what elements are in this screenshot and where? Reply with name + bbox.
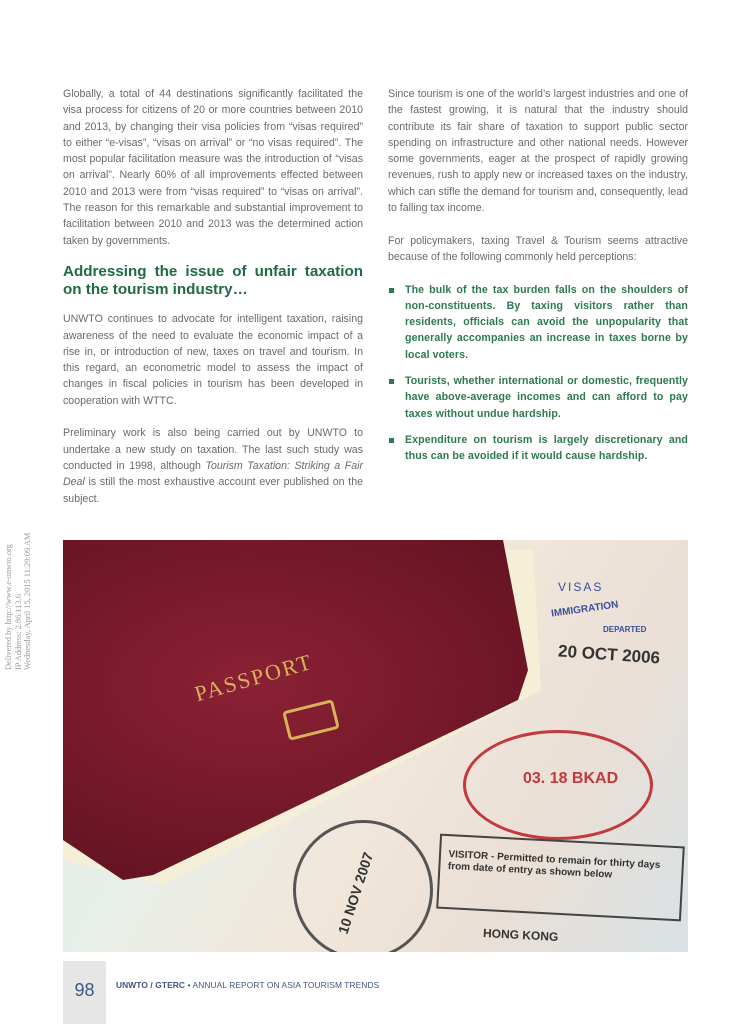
passport-title: PASSPORT [191, 648, 316, 707]
paragraph [63, 425, 363, 506]
text: is still the most exhaustive account ever published on the subject. [63, 476, 363, 505]
footer-title: ANNUAL REPORT ON ASIA TOURISM TRENDS [192, 980, 380, 990]
stamp-departed: DEPARTED [603, 625, 647, 634]
stamp-date: 10 NOV 2007 [334, 850, 377, 936]
watermark-line: IP Address: 2.86.113.6 [13, 594, 23, 670]
stamp-date: 20 OCT 2006 [557, 641, 661, 668]
publication-title: Tourism Taxation: Striking a Fair Deal [63, 459, 363, 489]
delivery-watermark [4, 533, 33, 670]
left-column [63, 86, 363, 523]
list-item: Expenditure on tourism is largely discretionary and thus can be avoided if it would cause hardship. [388, 432, 688, 465]
stamp-visas: VISAS [558, 580, 604, 594]
page-number: 98 [74, 980, 95, 1000]
list-item: The bulk of the tax burden falls on the shoulders of non-constituents. By taxing visitors rather than residents, officials can avoid the unpopularity that generally accompanies an increase in taxes borne by local voters. [388, 282, 688, 363]
paragraph: UNWTO continues to advocate for intelligent taxation, raising awareness of the need to evaluate the economic impact of a rise in, or introduction of new, taxes on travel and tourism. In this regard, an econometric model to assess the impact of changes in fiscal policies in tourism has been developed in cooperation with WTTC. [63, 313, 363, 407]
paragraph: Globally, a total of 44 destinations significantly facilitated the visa process for citizens of 20 or more countries between 2010 and 2013, by changing their visa policies from “visas required” to either “e-visas”, “visas on arrival” or “no visas required”. The most popular facilitation measure was the introduction of “visas on arrival”. Nearly 60% of all improvements effected between 2010 and 2013 were from “visas required” to “visas on arrival”. The reason for this remarkable and substantial improvement to facilitation between 2010 and 2013 was the determined action taken by governments. [63, 88, 363, 247]
right-column [388, 86, 688, 475]
text: Preliminary work is also being carried out by UNWTO to undertake a new study on taxation. The last such study was conducted in 1998, although [63, 427, 363, 472]
stamp-immigration: IMMIGRATION [550, 599, 620, 620]
list-item: Tourists, whether international or domestic, frequently have above-average incomes and can afford to pay taxes without undue hardship. [388, 373, 688, 422]
footer-separator: • [185, 980, 193, 990]
stamp-date: 03. 18 BKAD [523, 770, 619, 787]
watermark-line: Wednesday, April 15, 2015 11:29:09 AM [23, 532, 32, 670]
running-footer [116, 980, 379, 990]
watermark-line: Delivered by http://www.e-unwto.org [4, 544, 13, 670]
footer-org: UNWTO / GTERC [116, 980, 186, 990]
stamp-visitor: VISITOR - Permitted to remain for thirty days from date of entry as shown below [447, 848, 661, 881]
paragraph: For policymakers, taxing Travel & Tourism seems attractive because of the following commonly held perceptions: [388, 234, 688, 263]
section-heading: Addressing the issue of unfair taxation on the tourism industry… [63, 263, 363, 299]
passport-photo [63, 540, 688, 952]
stamp-hongkong: HONG KONG [482, 926, 559, 944]
paragraph: Since tourism is one of the world’s largest industries and one of the fastest growing, it is natural that the industry should contribute its fair share of taxation to support public sector spending on infrastructure and other national needs. However some governments, eager at the prospect of rapidly growing revenues, rush to apply new or increased taxes on the industry, which can stifle the demand for tourism and, consequently, lead to falling tax income. [388, 88, 688, 215]
perceptions-list [388, 282, 688, 465]
